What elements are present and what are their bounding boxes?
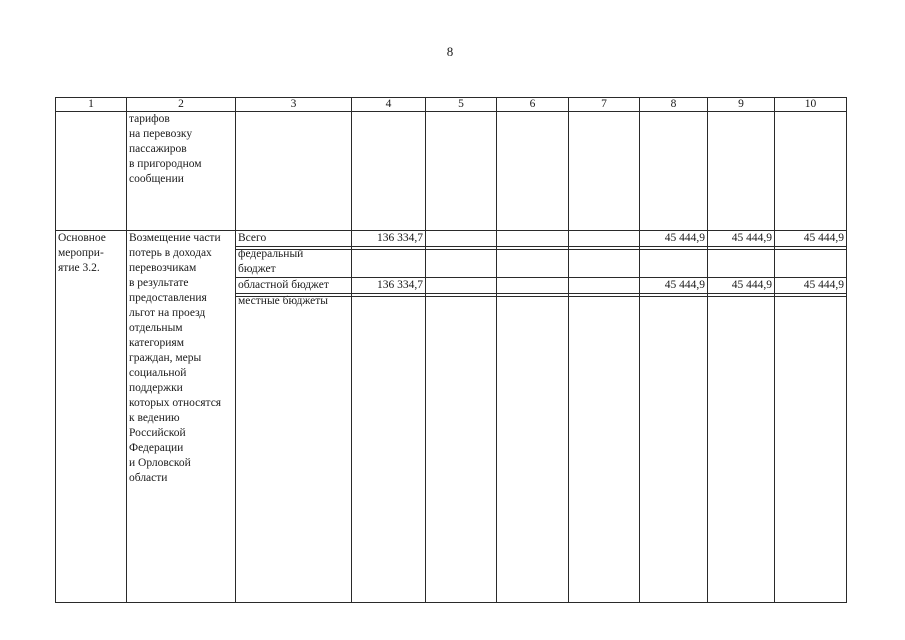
table-cell [236, 112, 352, 231]
value-cell [569, 231, 640, 247]
value-cell: 136 334,7 [352, 278, 426, 294]
header-row [56, 98, 847, 112]
header-col-5: 5 [426, 98, 497, 112]
source-total: Всего [236, 231, 352, 247]
table-row-total [56, 231, 847, 247]
value-cell [708, 294, 775, 603]
value-cell: 136 334,7 [352, 231, 426, 247]
value-cell: 45 444,9 [775, 278, 847, 294]
table-cell [426, 112, 497, 231]
value-cell: 45 444,9 [708, 231, 775, 247]
table-cell [569, 112, 640, 231]
source-regional: областной бюджет [236, 278, 352, 294]
value-cell [426, 294, 497, 603]
value-cell [426, 247, 497, 278]
measure-description: Возмещение части потерь в доходах перевозчикам в результате предоставления льгот на проезд отдельным категориям граждан, меры социальной поддержки которых относятся к ведению Российской Федерации и Орловской области [127, 231, 236, 603]
header-col-7: 7 [569, 98, 640, 112]
value-cell: 45 444,9 [708, 278, 775, 294]
table-cell [352, 112, 426, 231]
value-cell [640, 294, 708, 603]
page-number: 8 [446, 44, 454, 59]
header-col-1: 1 [56, 98, 127, 112]
source-federal: федеральный бюджет [236, 247, 352, 278]
value-cell [497, 247, 569, 278]
value-cell [497, 278, 569, 294]
header-col-4: 4 [352, 98, 426, 112]
header-col-9: 9 [708, 98, 775, 112]
header-col-2: 2 [127, 98, 236, 112]
header-col-6: 6 [497, 98, 569, 112]
value-cell: 45 444,9 [640, 278, 708, 294]
table-cell [497, 112, 569, 231]
value-cell: 45 444,9 [775, 231, 847, 247]
table-cell [56, 112, 127, 231]
value-cell [569, 278, 640, 294]
value-cell [640, 247, 708, 278]
continuation-description: тарифов на перевозку пассажиров в пригородном сообщении [127, 112, 236, 231]
table-cell [640, 112, 708, 231]
continuation-row [56, 112, 847, 231]
value-cell [497, 231, 569, 247]
value-cell [352, 247, 426, 278]
value-cell [426, 231, 497, 247]
value-cell [775, 247, 847, 278]
header-col-8: 8 [640, 98, 708, 112]
header-col-10: 10 [775, 98, 847, 112]
value-cell: 45 444,9 [640, 231, 708, 247]
table-cell [775, 112, 847, 231]
value-cell [426, 278, 497, 294]
header-col-3: 3 [236, 98, 352, 112]
source-local: местные бюджеты [236, 294, 352, 603]
measure-code: Основное меропри- ятие 3.2. [56, 231, 127, 603]
value-cell [708, 247, 775, 278]
value-cell [352, 294, 426, 603]
value-cell [569, 247, 640, 278]
table-cell [708, 112, 775, 231]
value-cell [569, 294, 640, 603]
value-cell [775, 294, 847, 603]
financing-table [55, 97, 847, 603]
value-cell [497, 294, 569, 603]
